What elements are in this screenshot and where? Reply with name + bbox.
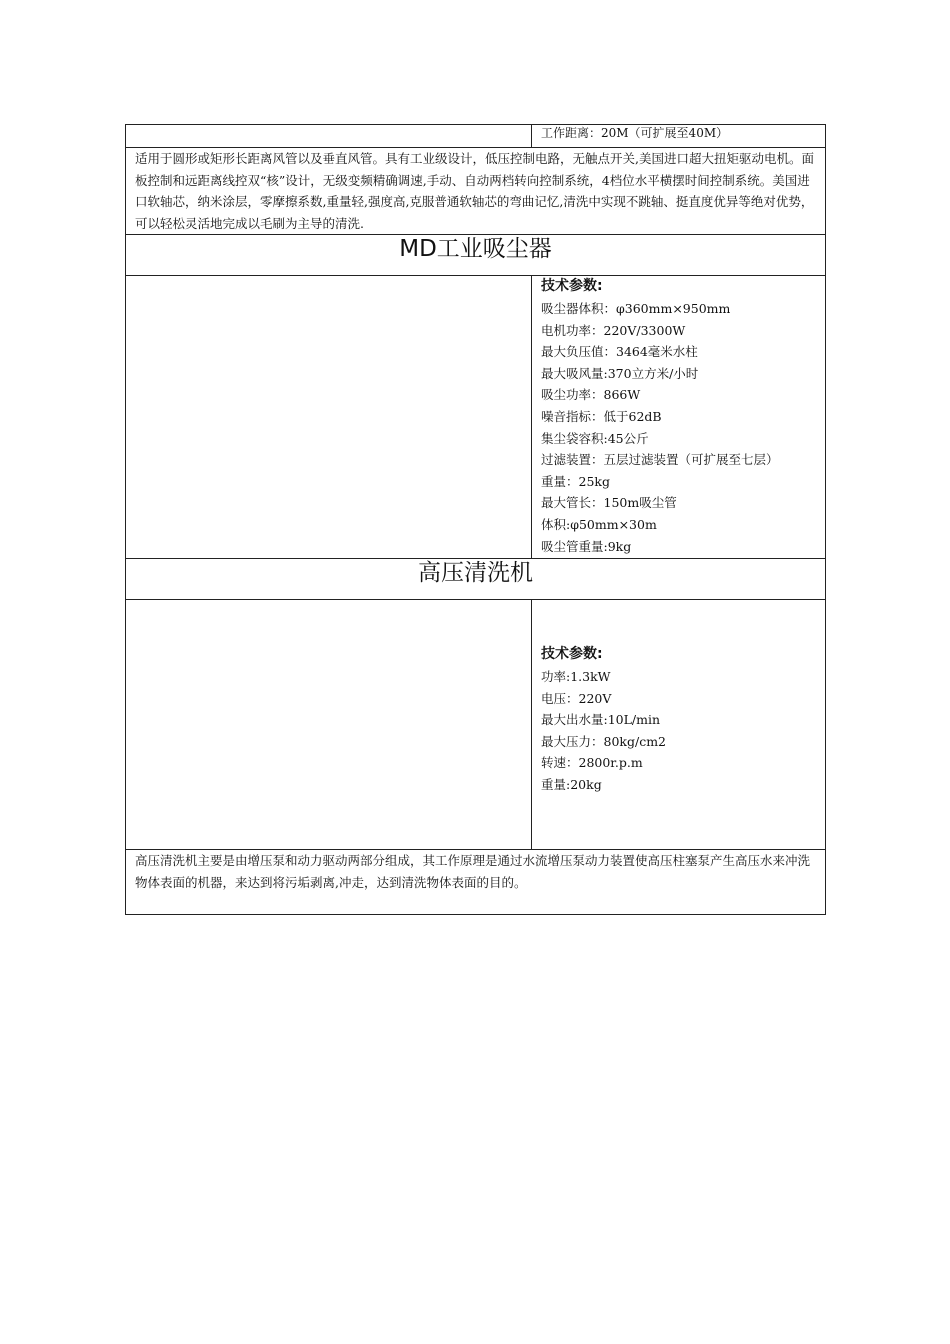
washer-spec-line: 功率:1.3kW — [541, 668, 611, 684]
brush-description-cell — [126, 148, 826, 235]
vacuum-spec-line: 重量：25kg — [541, 473, 610, 489]
vacuum-spec-line: 吸尘功率：866W — [541, 387, 641, 403]
vacuum-spec-cell — [532, 276, 826, 559]
vacuum-spec-line: 体积:φ50mm×30m — [541, 516, 657, 532]
washer-image-cell — [126, 600, 532, 850]
washer-spec-line: 最大出水量:10L/min — [541, 712, 661, 728]
vacuum-title: MD工业吸尘器 — [399, 236, 552, 263]
vacuum-spec-line: 过滤装置：五层过滤装置（可扩展至七层） — [541, 452, 779, 468]
washer-spec-line: 重量:20kg — [541, 776, 602, 792]
brush-description-row — [126, 148, 826, 235]
brush-description-text: 适用于圆形或矩形长距离风管以及垂直风管。具有工业级设计，低压控制电路，无触点开关,美国进口超大扭矩驱动电机。面板控制和远距离线控双“核”设计，无级变频精确调速,手动、自动两档转向控制系统，4档位水平横摆时间控制系统。美国进口软轴芯，纳米涂层，零摩擦系数,重量轻,强度高,克服普通软轴芯的弯曲记忆,清洗中实现不跳轴、挺直度优异等绝对优势，可以轻松灵活地完成以毛刷为主导的清洗. — [135, 151, 814, 231]
vacuum-spec-row — [126, 276, 826, 559]
equipment-spec-table — [125, 124, 826, 915]
working-distance-text: 工作距离：20M（可扩展至40M） — [541, 126, 729, 140]
vacuum-title-row — [126, 235, 826, 276]
vacuum-spec-line: 噪音指标：低于62dB — [541, 408, 662, 424]
vacuum-spec-line: 吸尘器体积：φ360mm×950mm — [541, 300, 731, 316]
working-distance-row — [126, 125, 826, 148]
vacuum-title-cell — [126, 235, 826, 276]
blank-image-cell-top — [126, 125, 532, 148]
vacuum-spec-line: 最大负压值：3464毫米水柱 — [541, 344, 698, 360]
washer-spec-line: 最大压力：80kg/cm2 — [541, 733, 667, 749]
washer-spec-row — [126, 600, 826, 850]
vacuum-spec-line: 吸尘管重量:9kg — [541, 538, 632, 554]
vacuum-image-cell — [126, 276, 532, 559]
washer-spec-line: 电压：220V — [541, 690, 612, 706]
vacuum-spec-line: 最大吸风量:370立方米/小时 — [541, 365, 699, 381]
washer-title-cell — [126, 559, 826, 600]
vacuum-spec-line: 电机功率：220V/3300W — [541, 322, 686, 338]
working-distance-cell — [532, 125, 826, 148]
washer-spec-heading: 技术参数: — [541, 646, 603, 663]
washer-description-text: 高压清洗机主要是由增压泵和动力驱动两部分组成，其工作原理是通过水流增压泵动力装置使高压柱塞泵产生高压水来冲洗物体表面的机器，来达到将污垢剥离,冲走，达到清洗物体表面的目的。 — [135, 853, 811, 890]
washer-description-row — [126, 850, 826, 915]
washer-title: 高压清洗机 — [418, 560, 533, 587]
washer-description-cell — [126, 850, 826, 915]
washer-title-row — [126, 559, 826, 600]
vacuum-spec-line: 最大管长：150m吸尘管 — [541, 495, 677, 511]
washer-spec-cell — [532, 600, 826, 850]
vacuum-spec-heading: 技术参数: — [541, 278, 603, 295]
vacuum-spec-line: 集尘袋容积:45公斤 — [541, 430, 649, 446]
washer-spec-line: 转速：2800r.p.m — [541, 755, 643, 771]
